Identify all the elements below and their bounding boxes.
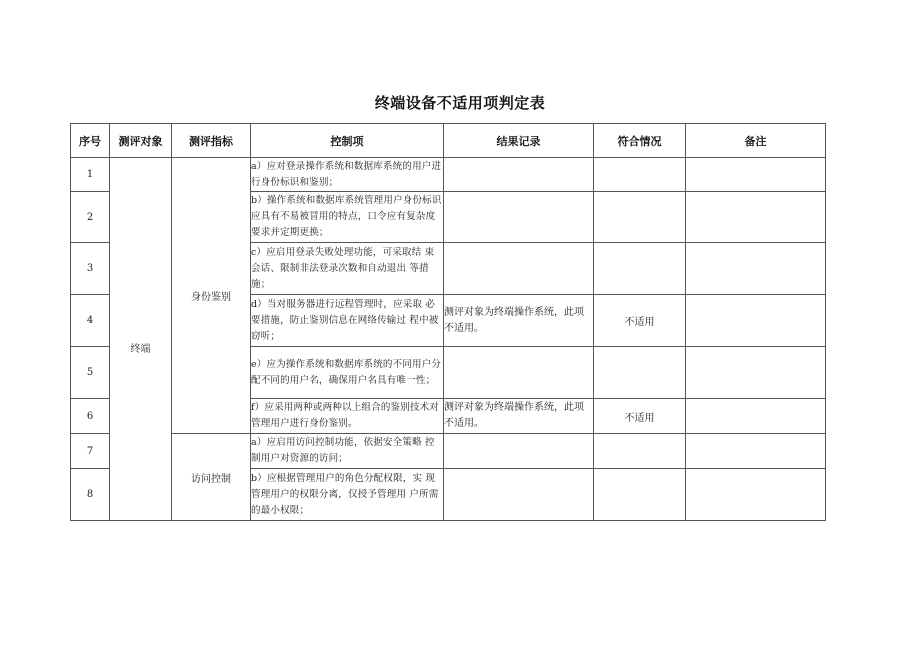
conformity-cell	[594, 347, 686, 399]
control-item: c）应启用登录失败处理功能，可采取结 束会话、限制非法登录次数和自动退出 等措施；	[251, 243, 444, 295]
remark-cell	[686, 347, 826, 399]
header-indicator: 测评指标	[172, 124, 251, 158]
remark-cell	[686, 243, 826, 295]
conformity-cell: 不适用	[594, 295, 686, 347]
conformity-cell	[594, 158, 686, 192]
row-number: 2	[71, 192, 110, 243]
remark-cell	[686, 399, 826, 434]
remark-cell	[686, 434, 826, 469]
row-number: 1	[71, 158, 110, 192]
conformity-cell	[594, 243, 686, 295]
table-row	[71, 434, 826, 469]
control-item: a）应启用访问控制功能，依据安全策略 控制用户对资源的访问；	[251, 434, 444, 469]
header-remark: 备注	[686, 124, 826, 158]
row-number: 5	[71, 347, 110, 399]
row-number: 6	[71, 399, 110, 434]
row-number: 7	[71, 434, 110, 469]
result-record	[444, 192, 594, 243]
header-conformity: 符合情况	[594, 124, 686, 158]
control-item: f）应采用两种或两种以上组合的鉴别技术对管理用户进行身份鉴别。	[251, 399, 444, 434]
result-record	[444, 469, 594, 521]
result-record	[444, 347, 594, 399]
header-seq: 序号	[71, 124, 110, 158]
conformity-cell	[594, 192, 686, 243]
row-number: 3	[71, 243, 110, 295]
result-record	[444, 243, 594, 295]
table-row	[71, 158, 826, 192]
header-result: 结果记录	[444, 124, 594, 158]
judgement-table	[70, 123, 826, 521]
indicator-identity: 身份鉴别	[172, 158, 251, 434]
conformity-cell	[594, 434, 686, 469]
result-record: 测评对象为终端操作系统，此项不适用。	[444, 399, 594, 434]
control-item: d）当对服务器进行远程管理时，应采取 必要措施，防止鉴别信息在网络传输过 程中被窃听；	[251, 295, 444, 347]
result-record	[444, 434, 594, 469]
remark-cell	[686, 192, 826, 243]
remark-cell	[686, 469, 826, 521]
row-number: 4	[71, 295, 110, 347]
control-item: b）操作系统和数据库系统管理用户身份标识应具有不易被冒用的特点，口令应有复杂度要求并定期更换；	[251, 192, 444, 243]
control-item: b）应根据管理用户的角色分配权限，实 现管理用户的权限分离，仅授予管理用 户所需的最小权限；	[251, 469, 444, 521]
remark-cell	[686, 158, 826, 192]
header-row	[71, 124, 826, 158]
remark-cell	[686, 295, 826, 347]
object-cell: 终端	[110, 158, 172, 521]
page-title: 终端设备不适用项判定表	[374, 94, 546, 112]
conformity-cell: 不适用	[594, 399, 686, 434]
result-record: 测评对象为终端操作系统，此项不适用。	[444, 295, 594, 347]
indicator-access: 访问控制	[172, 434, 251, 521]
result-record	[444, 158, 594, 192]
row-number: 8	[71, 469, 110, 521]
conformity-cell	[594, 469, 686, 521]
header-object: 测评对象	[110, 124, 172, 158]
control-item: a）应对登录操作系统和数据库系统的用户进行身份标识和鉴别；	[251, 158, 444, 192]
control-item: e）应为操作系统和数据库系统的不同用户分配不同的用户名，确保用户名具有唯一性；	[251, 347, 444, 399]
header-control: 控制项	[251, 124, 444, 158]
